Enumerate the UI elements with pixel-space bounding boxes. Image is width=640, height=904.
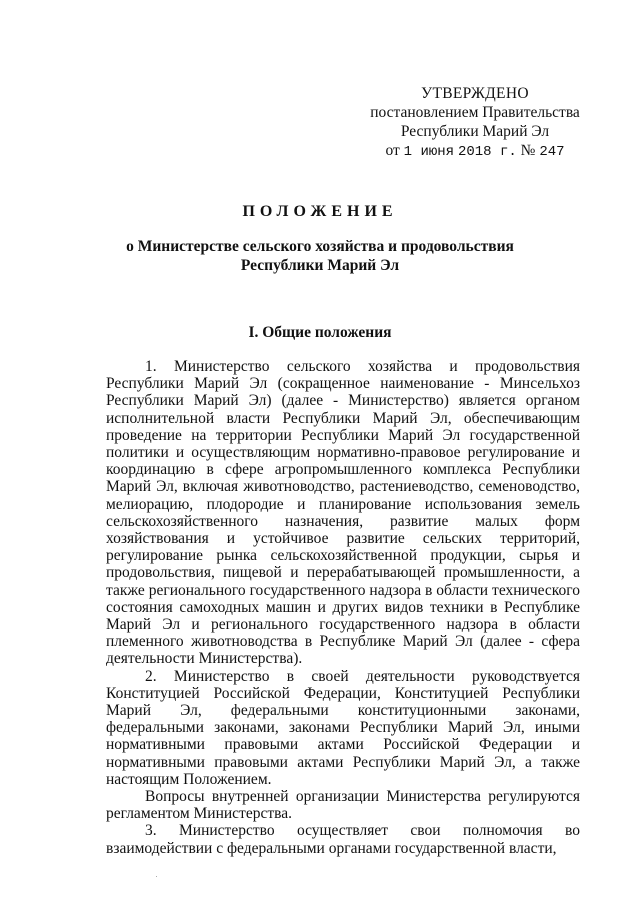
approval-block <box>360 84 590 162</box>
date-year: 2018 г. <box>457 144 517 160</box>
number-prefix: № <box>520 142 536 159</box>
paragraph-2: 2. Министерство в своей деятельности руководствуется Конституцией Российской Федерации, Конституцией Республики Марий Эл, федеральными конституционными законами, федеральными законами, законами Республики Марий Эл, иными нормативными правовыми актами Российской Федерации и нормативными правовыми актами Республики Марий Эл, а также настоящим Положением. <box>106 667 580 788</box>
approval-stamp: УТВЕРЖДЕНО <box>421 85 529 102</box>
section-heading: I. Общие положения <box>248 324 392 341</box>
document-title: ПОЛОЖЕНИЕ <box>242 203 398 220</box>
paragraph-4: 3. Министерство осуществляет свои полномочия во взаимодействии с федеральными органами государственной власти, <box>106 822 580 857</box>
paragraph-3: Вопросы внутренней организации Министерства регулируются регламентом Министерства. <box>106 788 580 823</box>
approval-line-2: Республики Марий Эл <box>400 123 550 140</box>
subtitle-line-1: о Министерстве сельского хозяйства и продовольствия <box>126 238 514 255</box>
subtitle-line-2: Республики Марий Эл <box>240 257 400 274</box>
document-body <box>106 358 580 857</box>
approval-line-1: постановлением Правительства <box>370 104 580 121</box>
approval-date-line <box>360 141 590 162</box>
date-prefix: от <box>385 142 400 159</box>
document-subtitle <box>0 237 640 275</box>
scan-speck <box>156 876 157 877</box>
number-value: 247 <box>539 144 565 160</box>
paragraph-1: 1. Министерство сельского хозяйства и продовольствия Республики Марий Эл (сокращенное наименование - Минсельхоз Республики Марий Эл) (далее - Министерство) является органом исполнительной власти Республики Марий Эл, обеспечивающим проведение на территории Республики Марий Эл государственной политики и осуществляющим нормативно-правовое регулирование и координацию в сфере агропромышленного комплекса Республики Марий Эл, включая животноводство, растениеводство, семеноводство, мелиорацию, плодородие и планирование использования земель сельскохозяйственного назначения, развитие малых форм хозяйствования и устойчивое развитие сельских территорий, регулирование рынка сельскохозяйственной продукции, сырья и продовольствия, пищевой и перерабатывающей промышленности, а также регионального государственного надзора в области технического состояния самоходных машин и других видов техники в Республике Марий Эл и регионального государственного надзора в области племенного животноводства в Республике Марий Эл (далее - сфера деятельности Министерства). <box>106 358 580 668</box>
date-value: 1 июня <box>403 144 455 160</box>
